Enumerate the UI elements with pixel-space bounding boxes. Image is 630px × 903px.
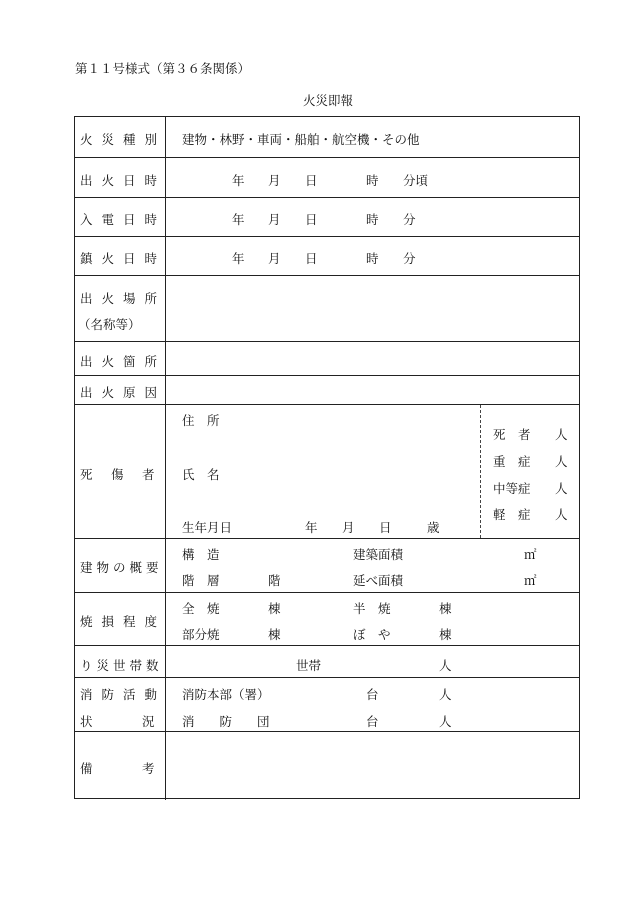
partial-burn-label: 部分焼 <box>182 627 220 642</box>
moderate-label: 中等症 <box>493 481 531 496</box>
form-title: 火災即報 <box>303 93 354 108</box>
minor-label: 軽 症 <box>493 507 531 522</box>
floor-area-unit: ㎡ <box>524 547 537 562</box>
name-label: 氏 名 <box>182 467 220 482</box>
partial-burn-unit: 棟 <box>268 627 281 642</box>
floor-area-label: 建築面積 <box>353 547 404 562</box>
small-fire-label: ぼ や <box>353 627 391 642</box>
extinguish-year: 年 <box>232 251 245 266</box>
total-area-unit: ㎡ <box>524 573 537 588</box>
corps-persons-unit: 人 <box>439 714 452 729</box>
total-area-label: 延べ面積 <box>353 573 404 588</box>
casualties-label: 死 傷 者 <box>80 467 158 482</box>
outbreak-year: 年 <box>232 173 245 188</box>
extinguish-label: 鎮火日時 <box>80 251 167 266</box>
place-sublabel: （名称等） <box>78 317 141 332</box>
outbreak-hour: 時 <box>366 173 379 188</box>
call-day: 日 <box>305 212 318 227</box>
fire-type-label: 火災種別 <box>80 132 167 147</box>
serious-label: 重 症 <box>493 454 531 469</box>
birth-month: 月 <box>342 520 355 535</box>
age-label: 歳 <box>427 520 440 535</box>
serious-unit: 人 <box>555 454 568 469</box>
dead-label: 死 者 <box>493 427 531 442</box>
firefighting-label-2: 状 況 <box>80 714 158 729</box>
extinguish-minute: 分 <box>403 251 416 266</box>
address-label: 住 所 <box>182 413 220 428</box>
outbreak-day: 日 <box>305 173 318 188</box>
call-label: 入電日時 <box>80 212 167 227</box>
birthdate-label: 生年月日 <box>182 520 233 535</box>
total-burn-label: 全 焼 <box>182 601 220 616</box>
small-fire-unit: 棟 <box>439 627 452 642</box>
call-year: 年 <box>232 212 245 227</box>
corps-vehicles-unit: 台 <box>366 714 379 729</box>
half-burn-unit: 棟 <box>439 601 452 616</box>
call-hour: 時 <box>366 212 379 227</box>
hq-label: 消防本部（署） <box>182 687 270 702</box>
place-label: 出火場所 <box>80 291 167 306</box>
total-burn-unit: 棟 <box>268 601 281 616</box>
extinguish-day: 日 <box>305 251 318 266</box>
moderate-unit: 人 <box>555 481 568 496</box>
structure-label: 構 造 <box>182 547 220 562</box>
extinguish-hour: 時 <box>366 251 379 266</box>
extinguish-month: 月 <box>268 251 281 266</box>
remarks-label: 備 考 <box>80 761 158 776</box>
building-label: 建物の概要 <box>80 560 163 575</box>
call-month: 月 <box>268 212 281 227</box>
form-number: 第１１号様式（第３６条関係） <box>75 61 251 76</box>
victims-label: り災世帯数 <box>80 658 163 673</box>
hq-persons-unit: 人 <box>439 687 452 702</box>
call-minute: 分 <box>403 212 416 227</box>
minor-unit: 人 <box>555 507 568 522</box>
cause-label: 出火原因 <box>80 385 167 400</box>
dead-unit: 人 <box>555 427 568 442</box>
outbreak-minute: 分頃 <box>403 173 429 188</box>
birth-day: 日 <box>379 520 392 535</box>
hq-vehicles-unit: 台 <box>366 687 379 702</box>
corps-label: 消 防 団 <box>182 714 270 729</box>
firefighting-label: 消防活動 <box>80 687 167 702</box>
floors-label: 階 層 <box>182 573 220 588</box>
households-unit: 世帯 <box>296 658 322 673</box>
outbreak-month: 月 <box>268 173 281 188</box>
outbreak-label: 出火日時 <box>80 173 167 188</box>
birth-year: 年 <box>305 520 318 535</box>
half-burn-label: 半 焼 <box>353 601 391 616</box>
damage-label: 焼損程度 <box>80 614 167 629</box>
origin-label: 出火箇所 <box>80 354 167 369</box>
persons-unit: 人 <box>439 658 452 673</box>
floors-unit: 階 <box>268 573 281 588</box>
fire-type-options: 建物・林野・車両・船舶・航空機・その他 <box>182 132 420 147</box>
